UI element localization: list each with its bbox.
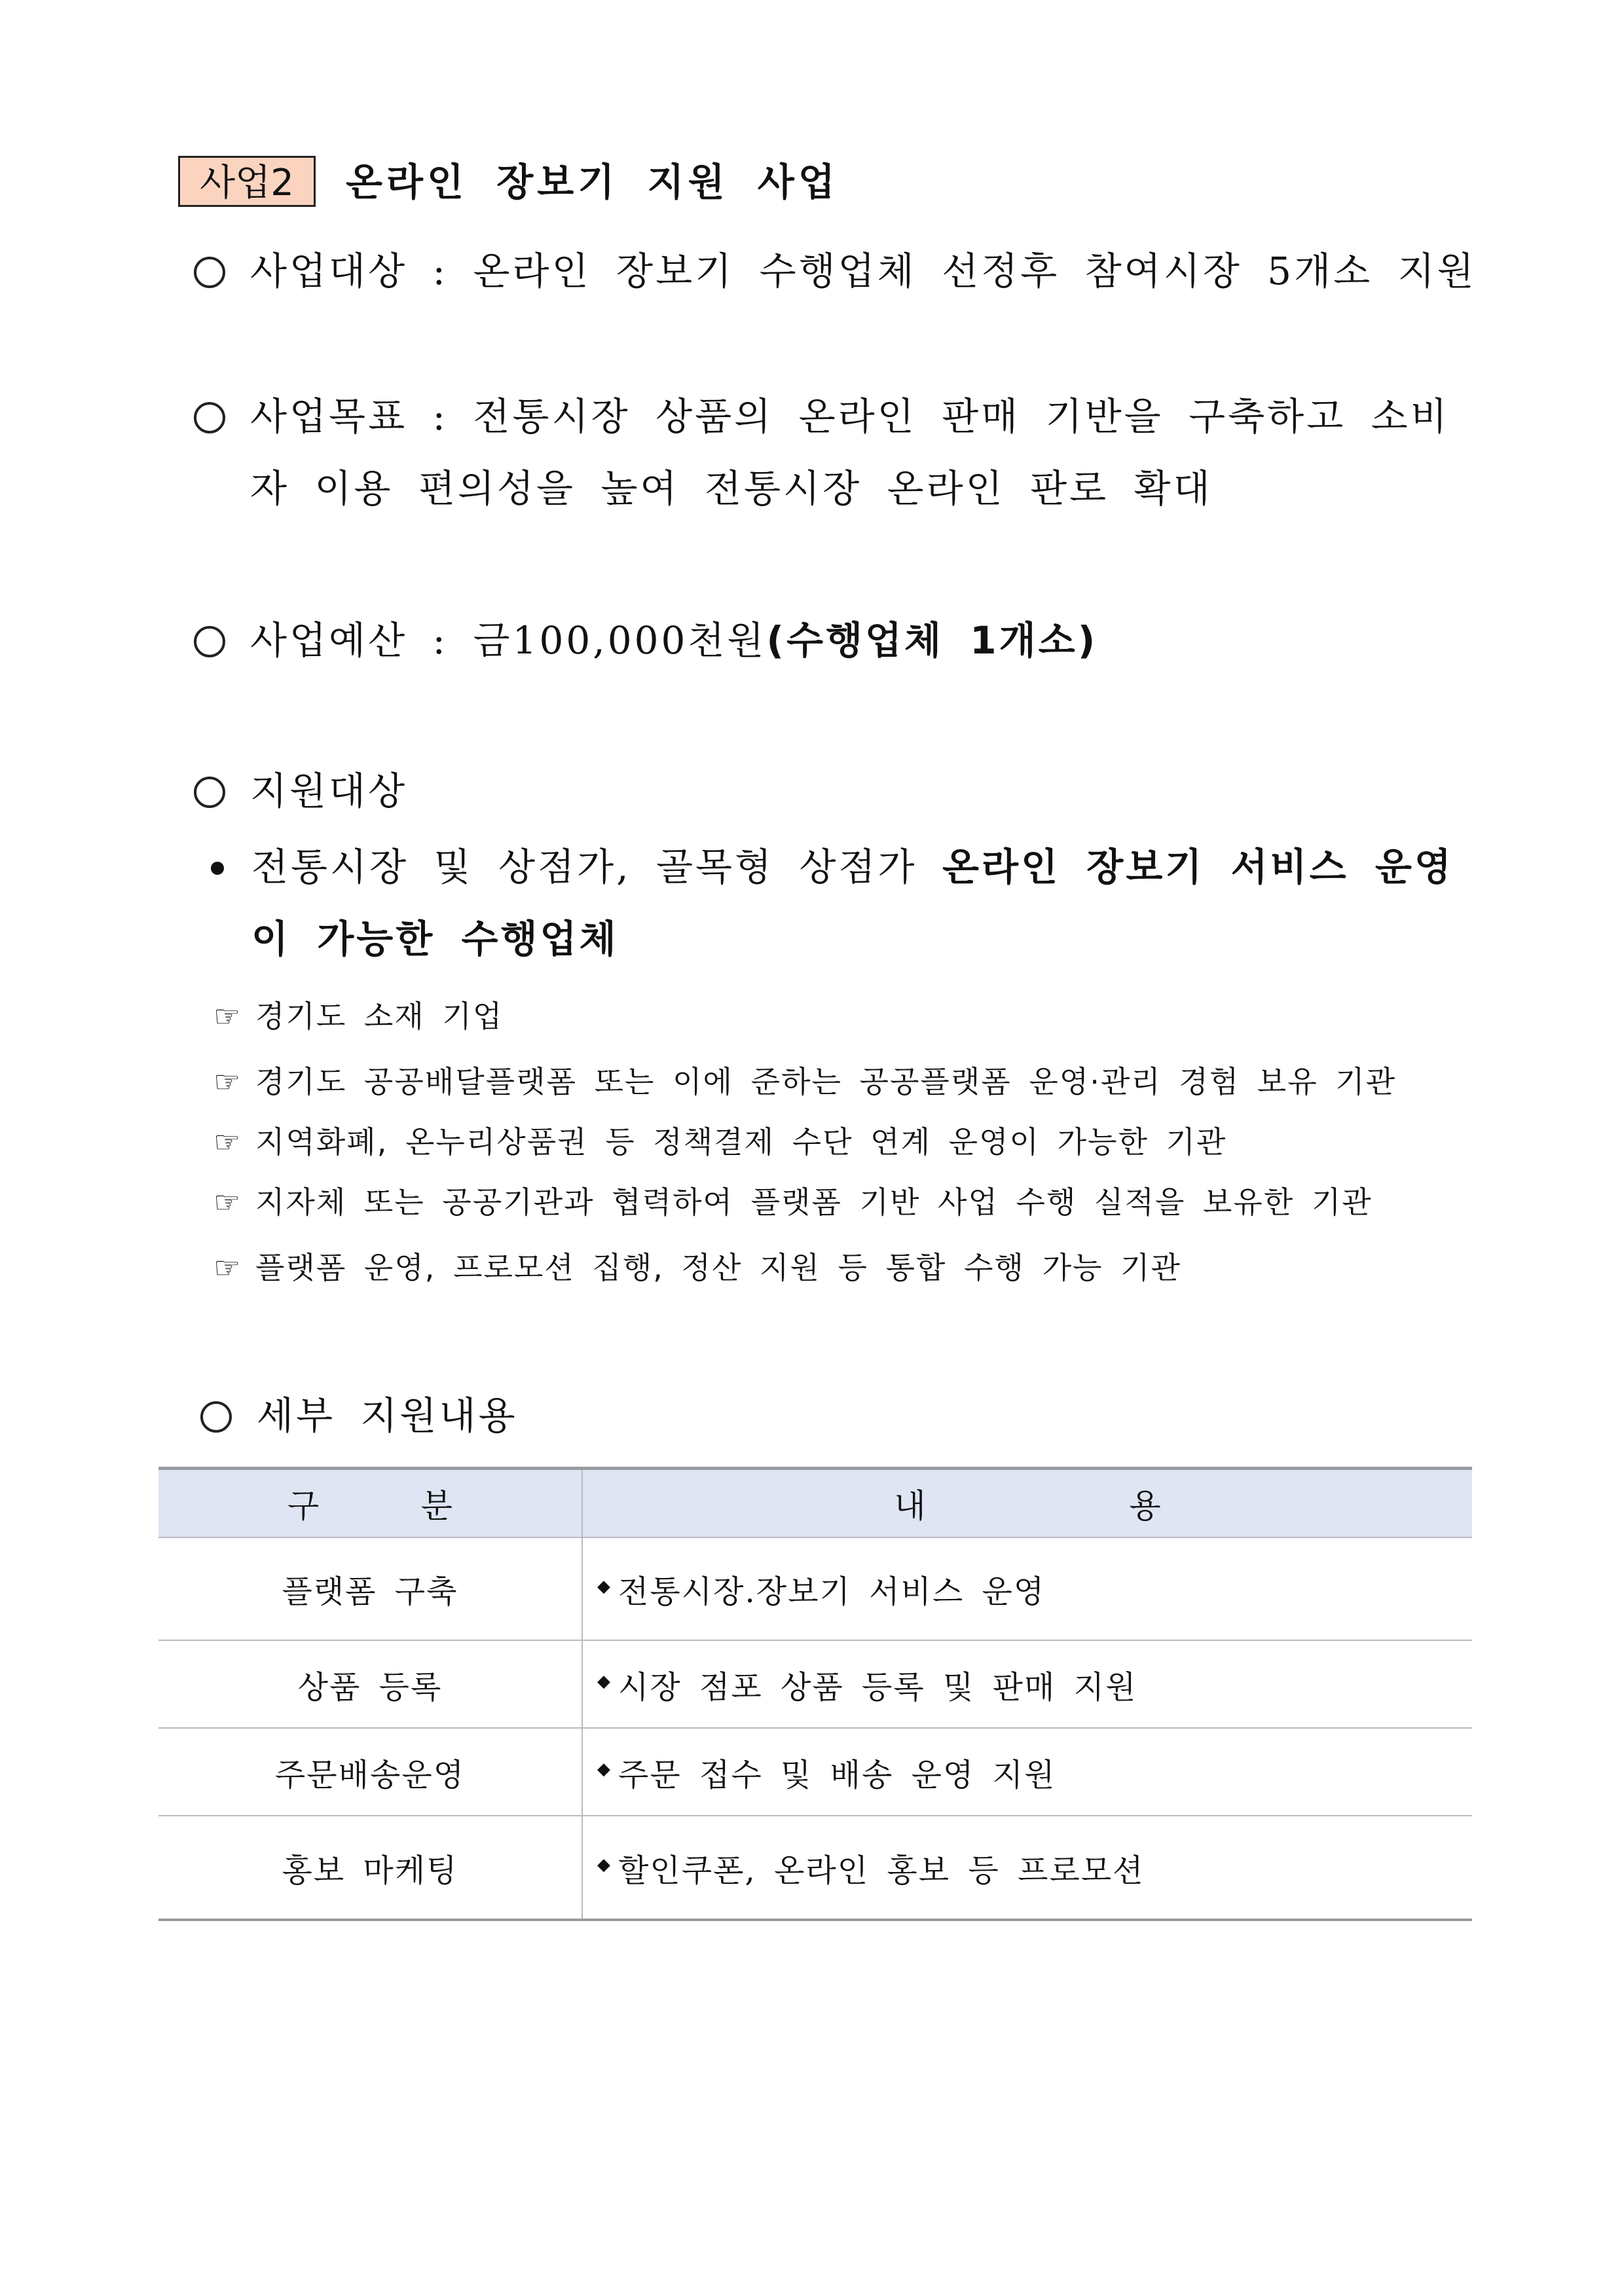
table-cell-content: ◆ 할인쿠폰, 온라인 홍보 등 프로모션 [597,1852,1145,1889]
table-cell-category: 홍보 마케팅 [158,1816,583,1919]
item-support-target-text: 지원대상 [250,769,408,813]
criteria-text: 지자체 또는 공공기관과 협력하여 플랫폼 기반 사업 수행 실적을 보유한 기관 [255,1184,1373,1220]
table-row [158,1727,1472,1815]
criteria-text: 지역화폐, 온누리상품권 등 정책결제 수단 연계 운영이 가능한 기관 [255,1124,1227,1160]
pointing-hand-icon: ☞ [213,1064,242,1099]
circle-icon [194,777,225,808]
table-row [158,1537,1472,1640]
table-cell-category: 플랫폼 구축 [158,1538,583,1640]
table-cell-content: ◆ 주문 접수 및 배송 운영 지원 [597,1756,1056,1793]
item-target-text: 사업대상 : 온라인 장보기 수행업체 선정후 참여시장 5개소 지원 [250,249,1477,293]
criteria-item [213,1247,1181,1289]
bullet-bold2: 이 가능한 수행업체 [251,917,619,961]
criteria-text: 플랫폼 운영, 프로모션 집행, 정산 지원 등 통합 수행 가능 기관 [255,1250,1181,1285]
item-goal-line1: 사업목표 : 전통시장 상품의 온라인 판매 기반을 구축하고 소비 [250,394,1450,439]
circle-icon [194,402,225,433]
section-badge: 사업2 [178,156,316,207]
criteria-text: 경기도 소재 기업 [255,999,504,1034]
pointing-hand-icon: ☞ [213,1124,242,1160]
table-row [158,1640,1472,1727]
table-cell-content: ◆ 전통시장.장보기 서비스 운영 [597,1573,1046,1610]
circle-icon [194,626,225,657]
bullet-line1 [251,841,1454,893]
details-title: 세부 지원내용 [257,1393,518,1438]
pointing-hand-icon: ☞ [213,999,242,1034]
table-header-row [158,1470,1472,1537]
bullet-bold1: 온라인 장보기 서비스 운영 [942,845,1454,889]
pointing-hand-icon: ☞ [213,1184,242,1220]
criteria-text: 경기도 공공배달플랫폼 또는 이에 준하는 공공플랫폼 운영·관리 경험 보유 기관 [255,1064,1397,1099]
item-budget-bold: (수행업체 1개소) [766,618,1098,663]
item-budget-text: 사업예산 : 금100,000천원 [250,618,767,663]
criteria-item [213,1061,1396,1103]
diamond-bullet-icon: ◆ [597,1855,612,1875]
diamond-bullet-icon: ◆ [597,1759,612,1779]
criteria-item [213,1181,1373,1223]
pointing-hand-icon: ☞ [213,1250,242,1285]
table-cell-category: 주문배송운영 [158,1729,583,1815]
item-budget-line [250,614,1098,667]
criteria-item [213,1121,1227,1163]
item-goal-line2: 자 이용 편의성을 높여 전통시장 온라인 판로 확대 [250,466,1213,511]
bullet-dot-icon [211,862,224,875]
bullet-normal: 전통시장 및 상점가, 골목형 상점가 [251,845,943,889]
table-header-category: 구 분 [158,1470,583,1537]
circle-icon [194,257,225,288]
table-row [158,1815,1472,1919]
circle-icon [200,1401,232,1433]
section-title: 온라인 장보기 지원 사업 [346,160,839,204]
table-cell-category: 상품 등록 [158,1641,583,1727]
diamond-bullet-icon: ◆ [597,1672,612,1691]
support-table [158,1467,1472,1921]
table-header-content: 내 용 [894,1487,1161,1525]
diamond-bullet-icon: ◆ [597,1576,612,1596]
table-cell-content: ◆ 시장 점포 상품 등록 및 판매 지원 [597,1668,1137,1706]
criteria-item [213,995,503,1037]
